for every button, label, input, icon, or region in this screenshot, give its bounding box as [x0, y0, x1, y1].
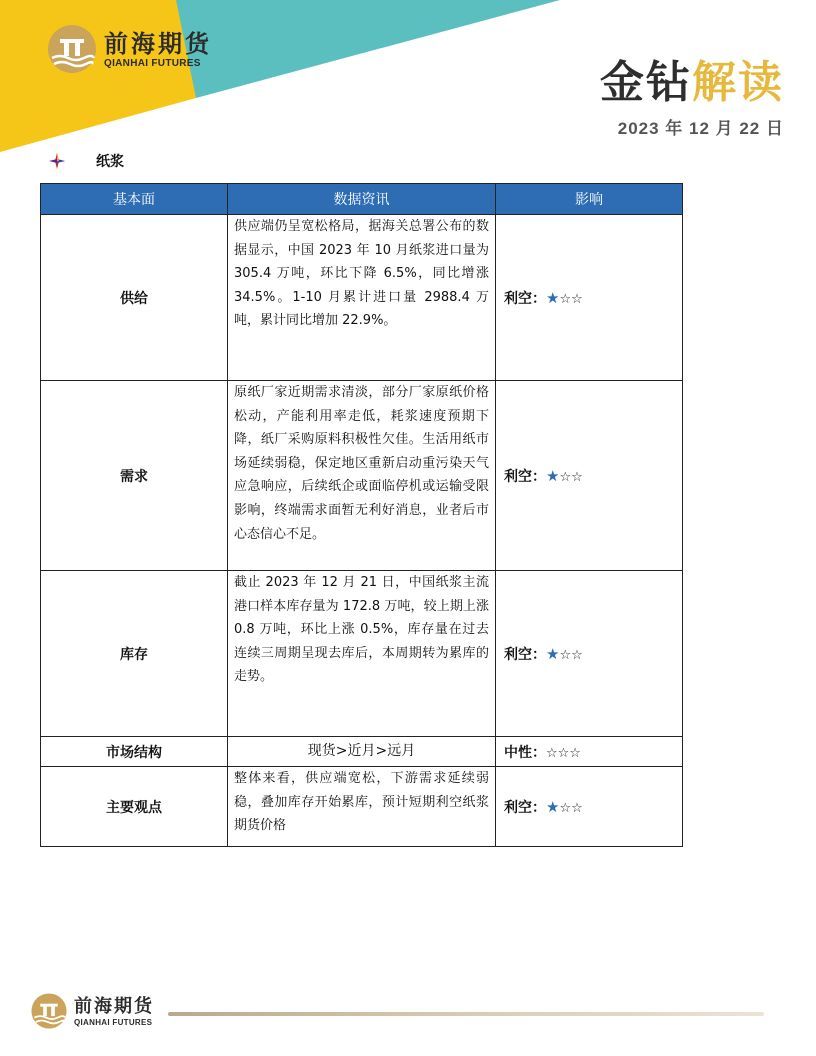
fundamentals-table [40, 183, 683, 847]
logo-chinese-name: 前海期货 [104, 28, 212, 58]
footer-divider [168, 1012, 764, 1016]
row-name: 供给 [41, 215, 228, 381]
header-data: 数据资讯 [228, 184, 496, 215]
row-data: 整体来看，供应端宽松，下游需求延续弱稳，叠加库存开始累库，预计短期利空纸浆期货价格 [228, 767, 496, 847]
table-row [41, 381, 683, 571]
table-header-row [41, 184, 683, 215]
row-impact [496, 767, 683, 847]
table-row [41, 215, 683, 381]
company-logo [46, 24, 212, 74]
report-brand-title [600, 46, 784, 110]
star-empty-icon: ☆☆ [559, 469, 583, 485]
report-date: 2023 年 12 月 22 日 [617, 119, 784, 138]
row-name: 市场结构 [41, 737, 228, 767]
row-data: 截止 2023 年 12 月 21 日，中国纸浆主流港口样本库存量为 172.8 万吨，较上期上涨 0.8 万吨，环比上涨 0.5%，库存量在过去连续三周期呈现去库后，本周期转为累库的走势。 [228, 571, 496, 737]
section-title: 纸浆 [96, 154, 124, 170]
table-row [41, 737, 683, 767]
row-impact [496, 737, 683, 767]
impact-label: 利空： [504, 290, 546, 307]
row-name: 库存 [41, 571, 228, 737]
footer-logo-chinese-name: 前海期货 [74, 995, 154, 1017]
logo-mark-icon [30, 992, 68, 1030]
header-fundamental: 基本面 [41, 184, 228, 215]
row-impact [496, 215, 683, 381]
star-filled-icon: ★ [546, 644, 560, 663]
logo-mark-icon [46, 24, 98, 74]
impact-label: 利空： [504, 468, 546, 485]
logo-english-name: QIANHAI FUTURES [104, 57, 201, 69]
row-impact [496, 571, 683, 737]
row-data: 原纸厂家近期需求清淡，部分厂家原纸价格松动，产能利用率走低，耗浆速度预期下降，纸厂采购原料积极性欠佳。生活用纸市场延续弱稳，保定地区重新启动重污染天气应急响应，后续纸企或面临停机或运输受限影响，终端需求面暂无利好消息，业者后市心态信心不足。 [228, 381, 496, 571]
footer-logo-english-name: QIANHAI FUTURES [74, 1017, 153, 1027]
row-data: 现货>近月>远月 [228, 737, 496, 767]
diamond-bullet-icon [48, 152, 66, 170]
row-name: 主要观点 [41, 767, 228, 847]
star-empty-icon: ☆☆ [559, 291, 583, 307]
footer-logo [30, 992, 154, 1030]
impact-label: 利空： [504, 799, 546, 816]
table-row [41, 571, 683, 737]
star-empty-icon: ☆☆ [559, 647, 583, 663]
row-impact [496, 381, 683, 571]
impact-label: 利空： [504, 646, 546, 663]
impact-label: 中性： [504, 744, 546, 761]
star-empty-icon: ☆☆ [559, 800, 583, 816]
star-empty-icon: ☆☆☆ [546, 745, 581, 761]
star-filled-icon: ★ [546, 466, 560, 485]
brand-part-1: 金钻 [600, 57, 692, 108]
brand-part-2: 解读 [692, 57, 784, 108]
star-filled-icon: ★ [546, 288, 560, 307]
row-data: 供应端仍呈宽松格局，据海关总署公布的数据显示，中国 2023 年 10 月纸浆进口量为 305.4 万吨，环比下降 6.5%，同比增涨 34.5%。1-10 月累计进口量 2988.4 万吨，累计同比增加 22.9%。 [228, 215, 496, 381]
table-row [41, 767, 683, 847]
star-filled-icon: ★ [546, 797, 560, 816]
section-heading [48, 151, 124, 171]
header-impact: 影响 [496, 184, 683, 215]
row-name: 需求 [41, 381, 228, 571]
